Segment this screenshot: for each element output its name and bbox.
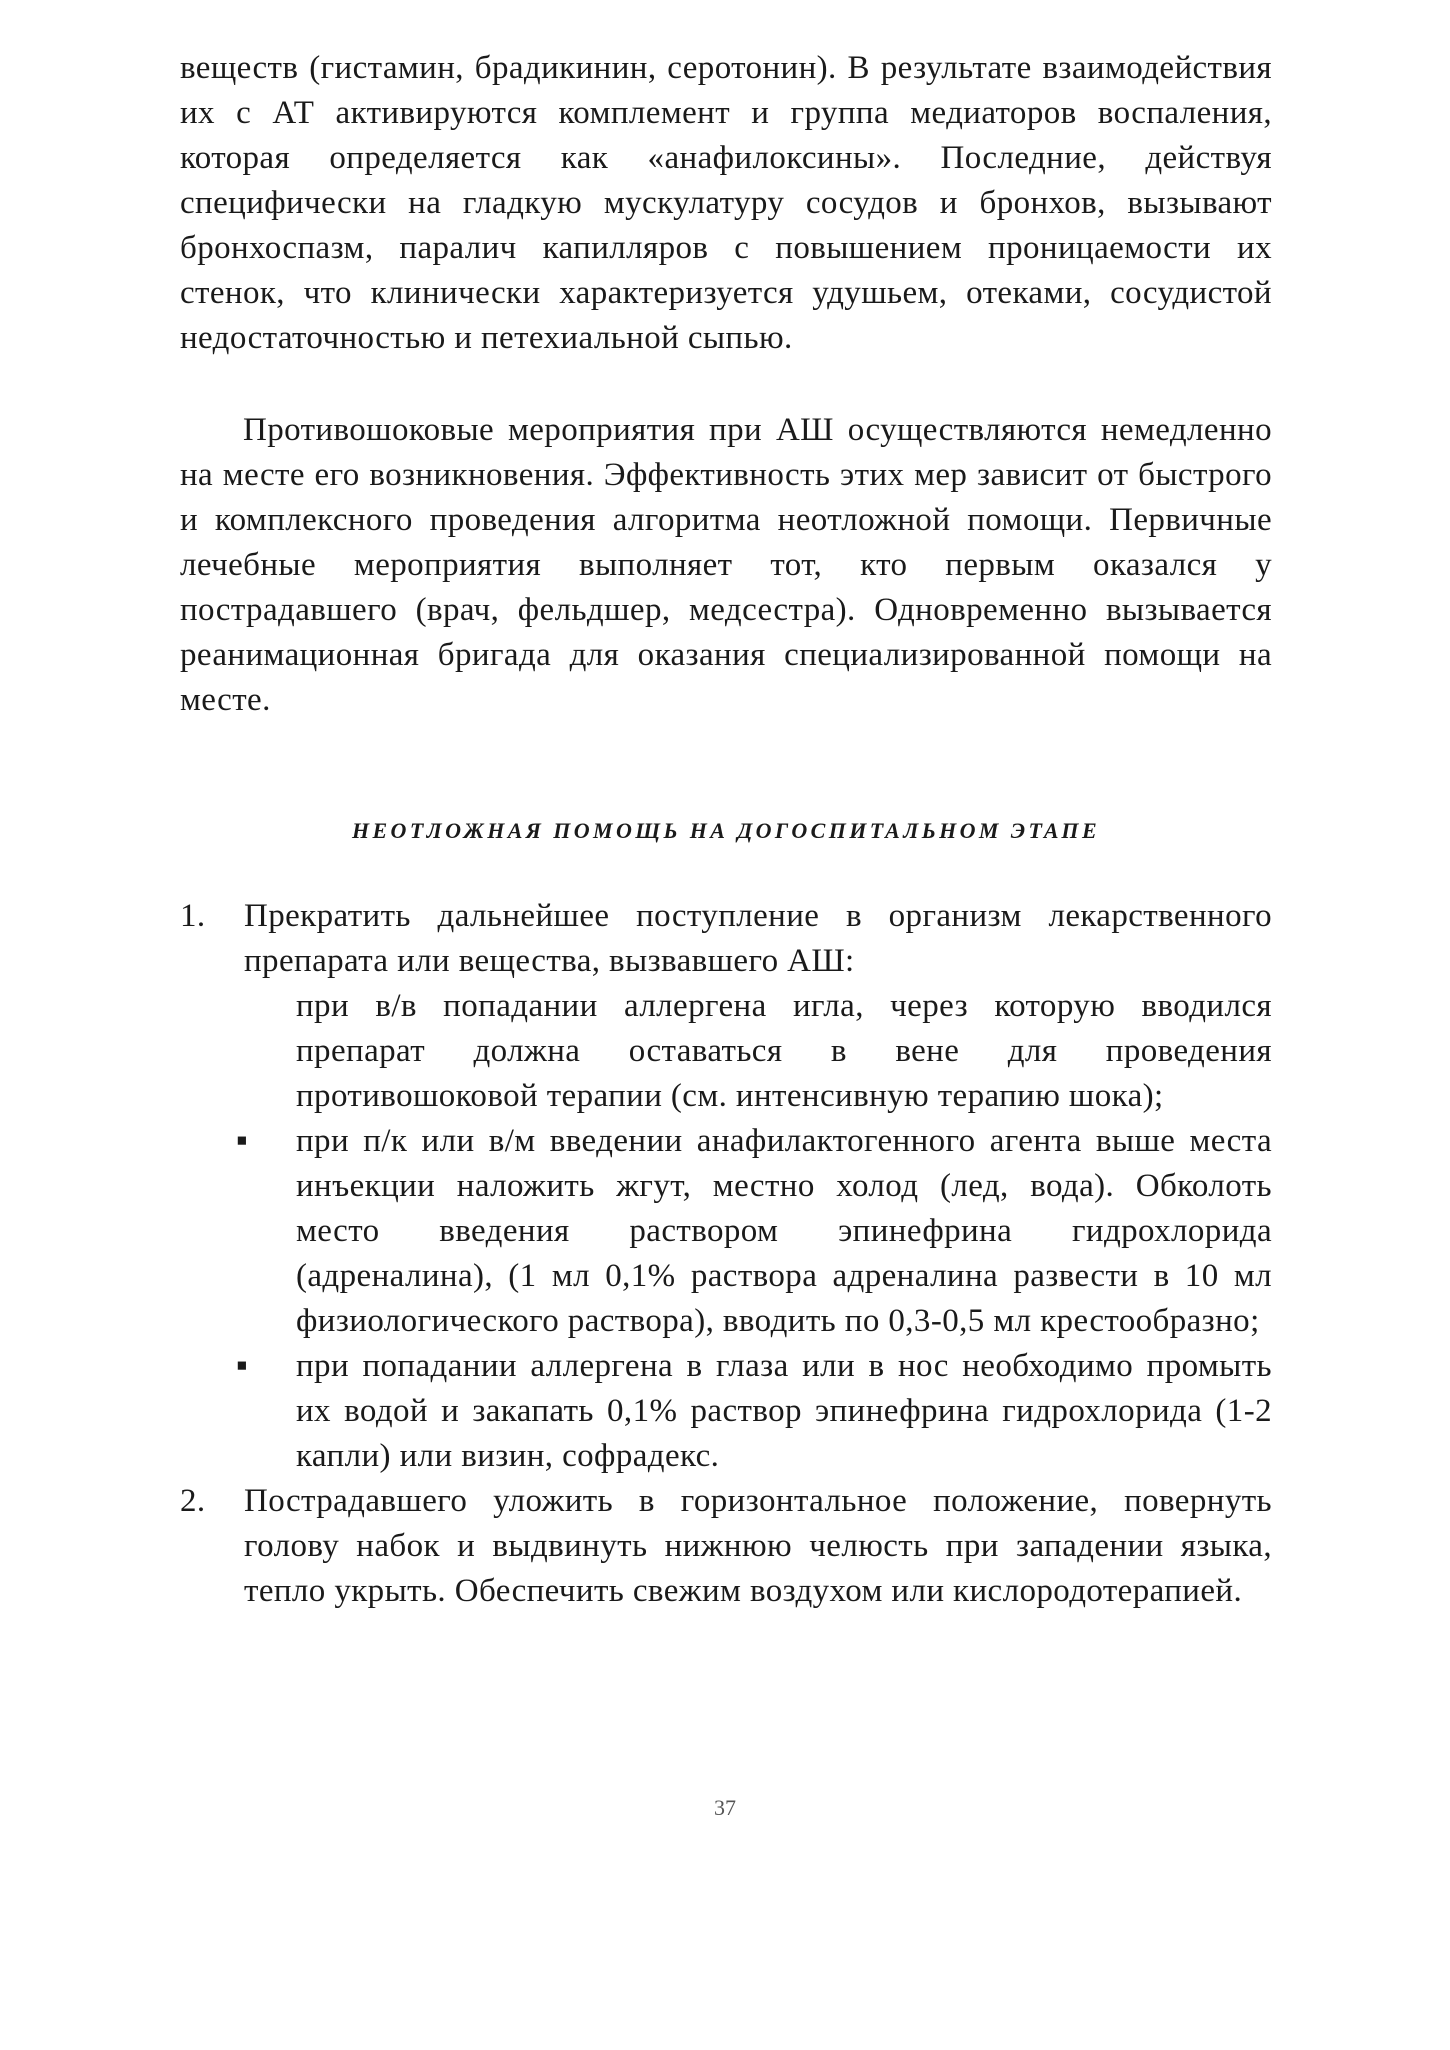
sub-list-item-text: при попадании аллергена в глаза или в нос необходимо промыть их водой и закапать 0,1% раствор эпинефрина гидрохлорида (1-2 капли) или визин, софрадекс. bbox=[296, 1348, 1272, 1474]
bullet-icon: ▪ bbox=[236, 1123, 249, 1159]
sub-list-item bbox=[170, 1344, 1272, 1479]
page-number: 37 bbox=[714, 1795, 736, 1820]
sub-list-item bbox=[170, 1119, 1272, 1344]
bullet-icon: ▪ bbox=[236, 1348, 249, 1384]
sub-list bbox=[170, 984, 1272, 1479]
list-item-number: 1. bbox=[180, 898, 206, 934]
list-item-text: Прекратить дальнейшее поступление в организм лекарственного препарата или вещества, вызвавшего АШ: bbox=[244, 898, 1272, 979]
paragraph-2 bbox=[180, 408, 1272, 723]
paragraph-2-text: Противошоковые мероприятия при АШ осуществляются немедленно на месте его возникновения. Эффективность этих мер зависит от быстрого и комплексного проведения алгоритма неотложной помощи. Первичные лечебные мероприятия выполняет тот, кто первым оказался у пострадавшего (врач, фельдшер, медсестра). Одновременно вызывается реанимационная бригада для оказания специализированной помощи на месте. bbox=[180, 412, 1272, 718]
numbered-list bbox=[170, 894, 1272, 1614]
paragraph-1 bbox=[180, 46, 1272, 361]
section-heading: НЕОТЛОЖНАЯ ПОМОЩЬ НА ДОГОСПИТАЛЬНОМ ЭТАПЕ bbox=[351, 818, 1101, 843]
sub-list-item-text: при в/в попадании аллергена игла, через которую вводился препарат должна оставаться в вене для проведения противошоковой терапии (см. интенсивную терапию шока); bbox=[296, 988, 1272, 1114]
sub-list-item-text: при п/к или в/м введении анафилактогенного агента выше места инъекции наложить жгут, местно холод (лед, вода). Обколоть место введения раствором эпинефрина гидрохлорида (адреналина), (1 мл 0,1% раствора адреналина развести в 10 мл физиологического раствора), вводить по 0,3-0,5 мл крестообразно; bbox=[296, 1123, 1272, 1339]
list-item-number: 2. bbox=[180, 1483, 206, 1519]
sub-list-item bbox=[170, 984, 1272, 1119]
list-item-1 bbox=[170, 894, 1272, 984]
paragraph-1-text: веществ (гистамин, брадикинин, серотонин). В результате взаимодействия их с АТ активируются комплемент и группа медиаторов воспаления, которая определяется как «анафилоксины». Последние, действуя специфически на гладкую мускулатуру сосудов и бронхов, вызывают бронхоспазм, паралич капилляров с повышением проницаемости их стенок, что клинически характеризуется удушьем, отеками, сосудистой недостаточностью и петехиальной сыпью. bbox=[180, 50, 1272, 356]
list-item-2 bbox=[170, 1479, 1272, 1614]
list-item-text: Пострадавшего уложить в горизонтальное положение, повернуть голову набок и выдвинуть нижнюю челюсть при западении языка, тепло укрыть. Обеспечить свежим воздухом или кислородотерапией. bbox=[244, 1483, 1272, 1609]
